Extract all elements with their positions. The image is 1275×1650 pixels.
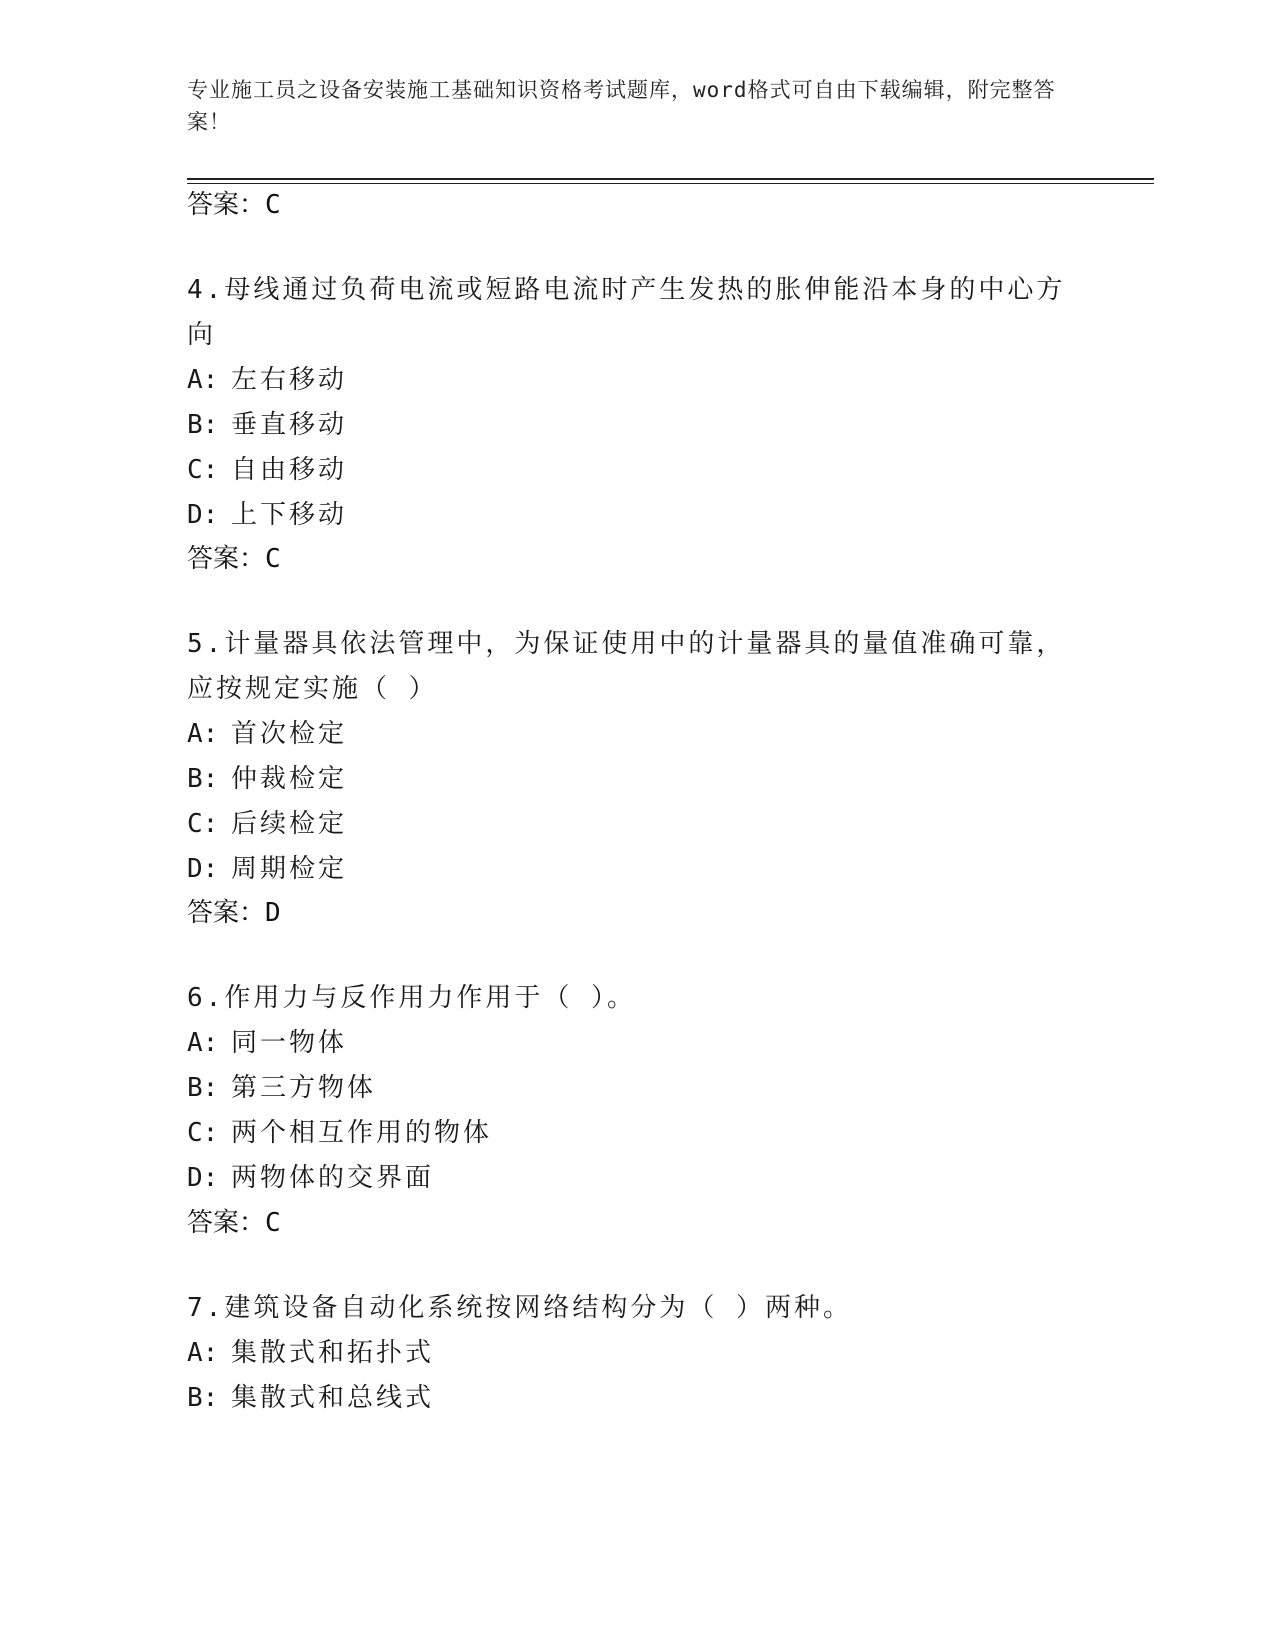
question-text — [187, 622, 1067, 712]
option-a: A: 同一物体 — [187, 1028, 348, 1058]
question-6 — [187, 976, 1067, 1201]
option-b: B: 第三方物体 — [187, 1073, 377, 1103]
header-rule-thin — [187, 183, 1154, 184]
answer-5 — [187, 898, 281, 928]
question-body: 母线通过负荷电流或短路电流时产生发热的胀伸能沿本身的中心方向 — [187, 275, 1066, 350]
answer-prev — [187, 190, 281, 220]
answer-value: C — [265, 1208, 281, 1238]
option-a: A: 首次检定 — [187, 719, 348, 749]
question-body: 计量器具依法管理中，为保证使用中的计量器具的量值准确可靠，应按规定实施（ ） — [187, 629, 1066, 704]
answer-value: C — [265, 190, 281, 220]
answer-label: 答案： — [187, 544, 266, 574]
question-text — [187, 268, 1067, 358]
question-number: 6. — [187, 983, 225, 1013]
question-text — [187, 1286, 1067, 1331]
option-b: B: 垂直移动 — [187, 410, 348, 440]
option-d: D: 周期检定 — [187, 854, 348, 884]
answer-value: D — [265, 898, 281, 928]
option-d: D: 上下移动 — [187, 500, 348, 530]
answer-4 — [187, 544, 281, 574]
option-b: B: 集散式和总线式 — [187, 1383, 435, 1413]
option-b: B: 仲裁检定 — [187, 764, 348, 794]
question-body: 建筑设备自动化系统按网络结构分为（ ）两种。 — [224, 1293, 852, 1323]
question-body: 作用力与反作用力作用于（ ）。 — [224, 983, 636, 1013]
option-a: A: 集散式和拓扑式 — [187, 1338, 435, 1368]
header-rule-thick — [187, 178, 1154, 180]
question-4 — [187, 268, 1067, 538]
answer-label: 答案： — [187, 898, 266, 928]
question-number: 7. — [187, 1293, 225, 1323]
question-5 — [187, 622, 1067, 892]
question-text — [187, 976, 1067, 1021]
question-7 — [187, 1286, 1067, 1421]
document-header: 专业施工员之设备安装施工基础知识资格考试题库，word格式可自由下载编辑，附完整答案！ — [187, 78, 1056, 134]
question-number: 4. — [187, 275, 225, 305]
answer-value: C — [265, 544, 281, 574]
answer-label: 答案： — [187, 190, 266, 220]
option-c: C: 自由移动 — [187, 455, 348, 485]
option-a: A: 左右移动 — [187, 365, 348, 395]
option-c: C: 两个相互作用的物体 — [187, 1118, 493, 1148]
option-c: C: 后续检定 — [187, 809, 348, 839]
answer-label: 答案： — [187, 1208, 266, 1238]
question-number: 5. — [187, 629, 225, 659]
answer-6 — [187, 1208, 281, 1238]
option-d: D: 两物体的交界面 — [187, 1163, 435, 1193]
